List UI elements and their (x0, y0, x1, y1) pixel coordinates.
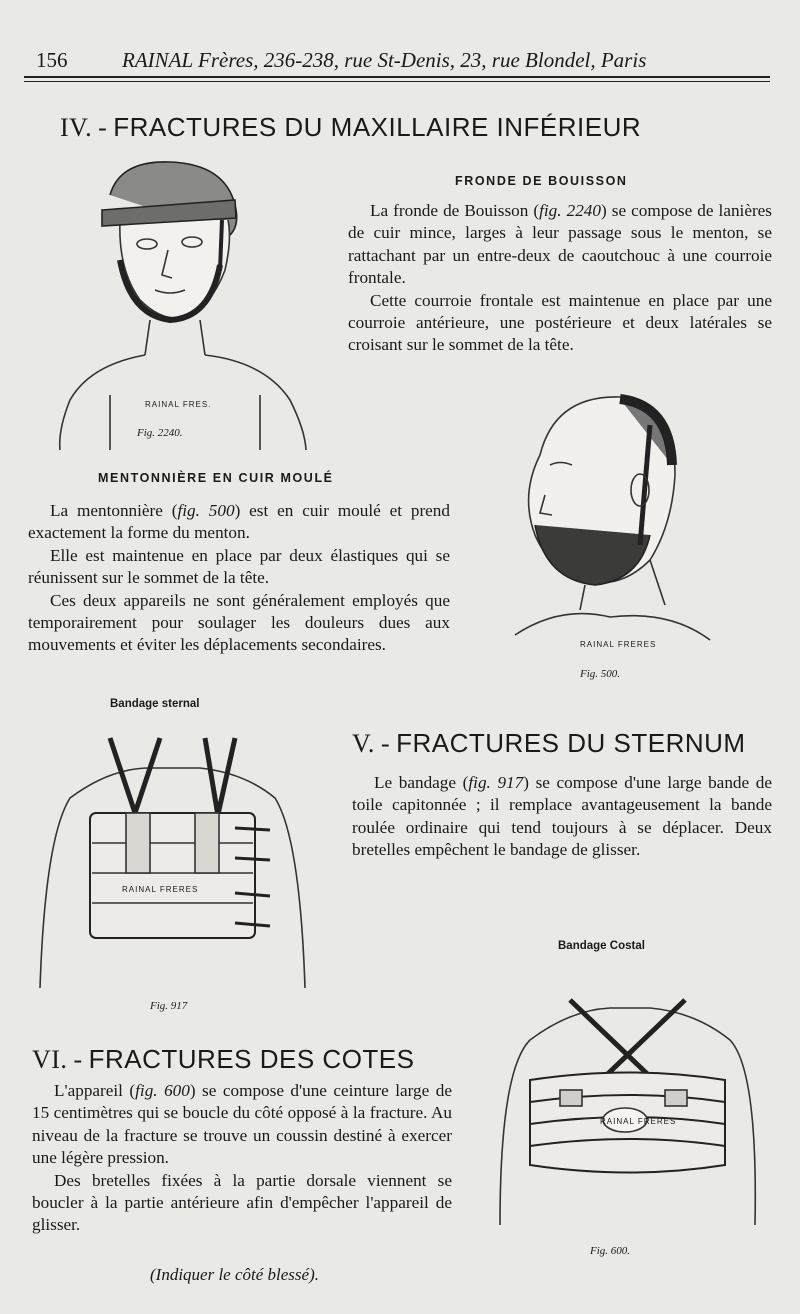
fronde-p1-end: ) se compose de lanières de cuir mince, larges à leur passage sous le menton, se rattachant par un entre-deux de caoutchouc à une courroie frontale. (348, 201, 772, 288)
mentonniere-heading: MENTONNIÈRE EN CUIR MOULÉ (98, 471, 334, 485)
figure-600-caption: Fig. 600. (590, 1245, 631, 1257)
section-iv-numeral: IV. (60, 113, 93, 142)
mentonniere-figure-ref: fig. 500 (177, 501, 235, 520)
sternal-bandage-icon (30, 718, 320, 1003)
section-v-dash: - (380, 729, 391, 758)
costal-note: (Indiquer le côté blessé). (150, 1265, 319, 1284)
figure-500-stamp: RAINAL FRERES (580, 640, 657, 649)
figure-2240-caption: Fig. 2240. (137, 427, 183, 439)
sternum-p1-start: Le bandage ( (374, 773, 469, 792)
fronde-text (348, 200, 772, 357)
fronde-p1-start: La fronde de Bouisson ( (370, 201, 540, 220)
section-iv-dash: - (98, 113, 108, 142)
section-iv-title (60, 112, 641, 143)
costal-text (32, 1080, 452, 1237)
figure-600-stamp: RAINAL FRERES (600, 1117, 677, 1126)
figure-500-illustration (500, 385, 720, 655)
costal-figure-ref: fig. 600 (135, 1081, 190, 1100)
woman-head-sling-icon (50, 150, 330, 460)
bandage-sternal-label: Bandage sternal (110, 698, 200, 710)
section-vi-numeral: VI. (32, 1045, 68, 1074)
sternum-figure-ref: fig. 917 (468, 773, 524, 792)
figure-2240-illustration (50, 150, 330, 460)
bandage-costal-label: Bandage Costal (558, 940, 645, 952)
mentonniere-text (28, 500, 450, 657)
page-number: 156 (36, 48, 68, 72)
costal-bandage-icon (490, 960, 765, 1240)
section-vi-title (32, 1044, 414, 1075)
mentonniere-p1-end: ) est en cuir moulé et prend exactement la forme du menton. (28, 501, 450, 543)
section-v-numeral: V. (352, 729, 375, 758)
section-vi-dash: - (73, 1045, 83, 1074)
figure-600-illustration (490, 960, 765, 1240)
figure-500-caption: Fig. 500. (580, 668, 621, 680)
section-v-heading: FRACTURES DU STERNUM (396, 728, 746, 758)
fronde-paragraph-1 (348, 200, 772, 290)
sternum-p1-end: ) se compose d'une large bande de toile capitonnée ; il remplace avantageusement la bande roulée ordinaire qui tend toujours à se déplacer. Deux bretelles empêchent le bandage de glisser. (352, 773, 772, 860)
man-chin-strap-icon (500, 385, 720, 655)
costal-p1-start: L'appareil ( (54, 1081, 136, 1100)
header-rule (24, 76, 770, 78)
fronde-paragraph-2: Cette courroie frontale est maintenue en place par une courroie antérieure, une postérieure et deux latérales se croisant sur le sommet de la tête. (348, 290, 772, 355)
fronde-heading: FRONDE DE BOUISSON (455, 174, 628, 188)
section-vi-heading: FRACTURES DES COTES (88, 1044, 415, 1074)
running-title: RAINAL Frères, 236-238, rue St-Denis, 23, rue Blondel, Paris (122, 48, 647, 72)
costal-paragraph-2: Des bretelles fixées à la partie dorsale viennent se boucler à la partie antérieure afin d'empêcher l'appareil de glisser. (32, 1170, 452, 1235)
sternum-paragraph-1 (352, 772, 772, 862)
sternum-text (352, 772, 772, 862)
header-rule-thin (24, 81, 770, 82)
mentonniere-paragraph-3: Ces deux appareils ne sont généralement employés que temporairement pour soulager les douleurs dues aux mouvements et éviter les déplacements secondaires. (28, 590, 450, 655)
fronde-figure-ref: fig. 2240 (539, 201, 601, 220)
figure-917-illustration (30, 718, 320, 1003)
figure-2240-stamp: RAINAL FRES. (145, 400, 212, 409)
figure-917-caption: Fig. 917 (150, 1000, 188, 1012)
mentonniere-paragraph-2: Elle est maintenue en place par deux élastiques qui se réunissent sur le sommet de la tête. (28, 545, 450, 588)
mentonniere-paragraph-1 (28, 500, 450, 545)
section-v-title (352, 728, 746, 759)
mentonniere-p1-start: La mentonnière ( (50, 501, 178, 520)
costal-p1-end: ) se compose d'une ceinture large de 15 centimètres qui se boucle du côté opposé à la fracture. Au niveau de la fracture se trouve un coussin destiné à exercer une légère pression. (32, 1081, 452, 1168)
running-header (30, 44, 770, 76)
figure-917-stamp: RAINAL FRERES (122, 885, 199, 894)
section-iv-heading: FRACTURES DU MAXILLAIRE INFÉRIEUR (113, 112, 642, 142)
costal-paragraph-1 (32, 1080, 452, 1170)
